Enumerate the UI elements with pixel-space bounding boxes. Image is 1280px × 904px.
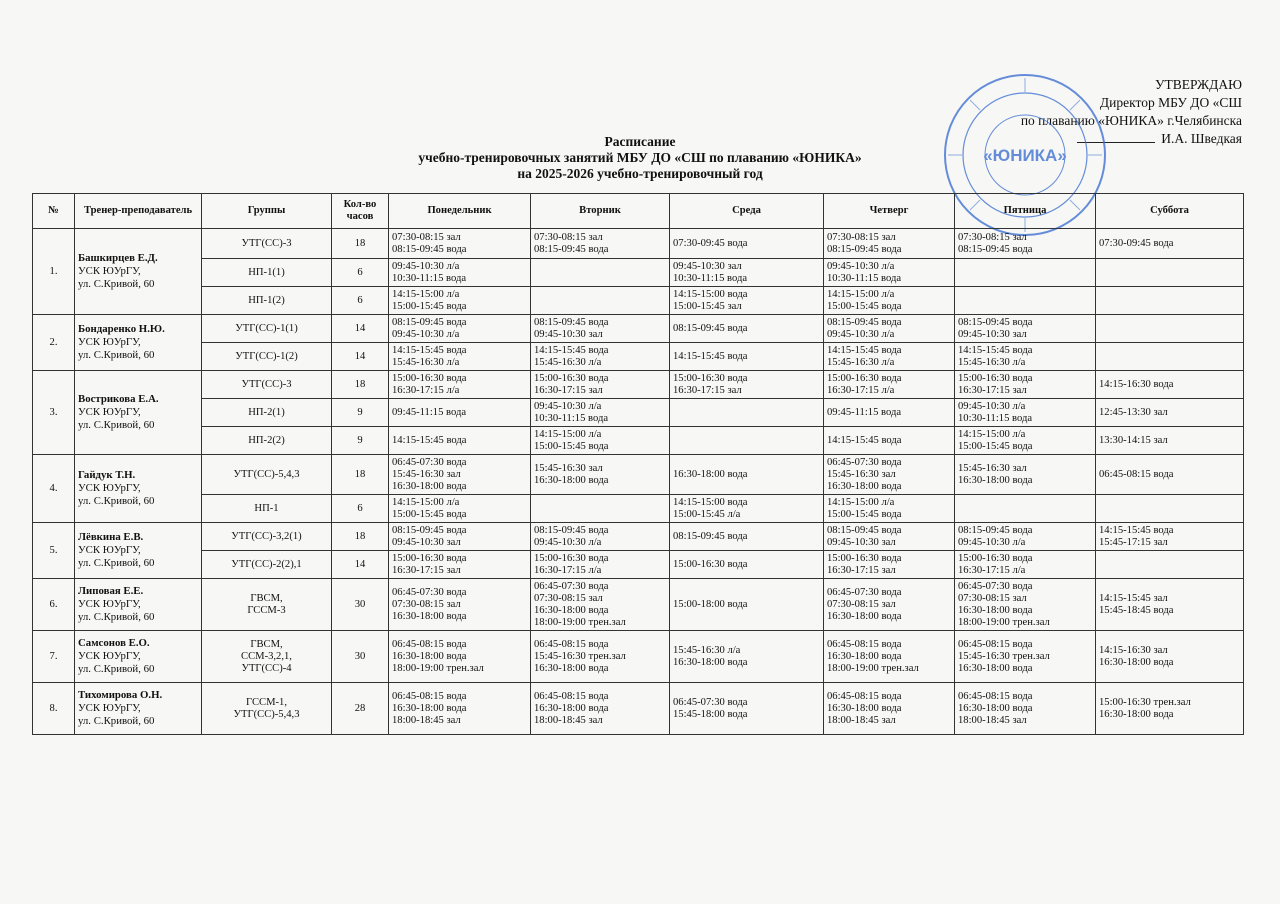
coach-cell: [75, 455, 202, 523]
hours-cell: 18: [332, 523, 389, 551]
schedule-cell-sat: [1096, 551, 1244, 579]
schedule-cell-tue: [531, 287, 670, 315]
table-row: [33, 455, 1244, 495]
schedule-cell-sat: [1096, 495, 1244, 523]
schedule-cell-mon: 09:45-11:15 вода: [389, 399, 531, 427]
schedule-cell-fri: 06:45-08:15 вода 16:30-18:00 вода 18:00-18:45 зал: [955, 683, 1096, 735]
coach-number: 4.: [33, 455, 75, 523]
group-cell: НП-2(2): [202, 427, 332, 455]
coach-name: Самсонов Е.О.: [78, 637, 150, 649]
title-line-3: на 2025-2026 учебно-тренировочный год: [517, 166, 763, 181]
schedule-cell-sat: [1096, 343, 1244, 371]
coach-name: Лёвкина Е.В.: [78, 531, 144, 543]
coach-street: ул. С.Кривой, 60: [78, 419, 155, 431]
schedule-cell-fri: 14:15-15:00 л/а 15:00-15:45 вода: [955, 427, 1096, 455]
hours-cell: 18: [332, 229, 389, 259]
stamp-text: «ЮНИКА»: [983, 146, 1067, 165]
table-row: [33, 371, 1244, 399]
schedule-cell-mon: 06:45-08:15 вода 16:30-18:00 вода 18:00-18:45 зал: [389, 683, 531, 735]
schedule-cell-tue: 14:15-15:00 л/а 15:00-15:45 вода: [531, 427, 670, 455]
schedule-cell-mon: 06:45-07:30 вода 07:30-08:15 зал 16:30-18:00 вода: [389, 579, 531, 631]
coach-cell: [75, 579, 202, 631]
document-title: [0, 134, 1280, 182]
title-line-2: учебно-тренировочных занятий МБУ ДО «СШ по плаванию «ЮНИКА»: [418, 150, 862, 165]
schedule-table: [32, 193, 1244, 735]
schedule-cell-thu: 14:15-15:45 вода: [824, 427, 955, 455]
coach-street: ул. С.Кривой, 60: [78, 663, 155, 675]
coach-number: 3.: [33, 371, 75, 455]
coach-name: Вострикова Е.А.: [78, 393, 159, 405]
coach-street: ул. С.Кривой, 60: [78, 495, 155, 507]
hours-cell: 30: [332, 579, 389, 631]
coach-name: Бондаренко Н.Ю.: [78, 323, 165, 335]
schedule-cell-sat: 14:15-16:30 вода: [1096, 371, 1244, 399]
coach-number: 1.: [33, 229, 75, 315]
hours-cell: 9: [332, 399, 389, 427]
header-coach: Тренер-преподаватель: [75, 194, 202, 229]
schedule-cell-fri: 15:00-16:30 вода 16:30-17:15 л/а: [955, 551, 1096, 579]
schedule-cell-thu: 15:00-16:30 вода 16:30-17:15 л/а: [824, 371, 955, 399]
header-hours: Кол-во часов: [332, 194, 389, 229]
table-row: [33, 551, 1244, 579]
table-row: [33, 343, 1244, 371]
table-header-row: [33, 194, 1244, 229]
coach-place: УСК ЮУрГУ,: [78, 336, 141, 348]
schedule-cell-thu: 14:15-15:00 л/а 15:00-15:45 вода: [824, 495, 955, 523]
schedule-cell-thu: 07:30-08:15 зал 08:15-09:45 вода: [824, 229, 955, 259]
schedule-cell-sat: 13:30-14:15 зал: [1096, 427, 1244, 455]
schedule-cell-mon: 15:00-16:30 вода 16:30-17:15 л/а: [389, 371, 531, 399]
coach-place: УСК ЮУрГУ,: [78, 265, 141, 277]
coach-place: УСК ЮУрГУ,: [78, 598, 141, 610]
schedule-cell-fri: 15:45-16:30 зал 16:30-18:00 вода: [955, 455, 1096, 495]
schedule-cell-tue: 07:30-08:15 зал 08:15-09:45 вода: [531, 229, 670, 259]
group-cell: УТГ(СС)-3: [202, 229, 332, 259]
schedule-cell-thu: 14:15-15:00 л/а 15:00-15:45 вода: [824, 287, 955, 315]
schedule-cell-thu: 06:45-07:30 вода 15:45-16:30 зал 16:30-18:00 вода: [824, 455, 955, 495]
coach-name: Тихомирова О.Н.: [78, 689, 163, 701]
schedule-cell-thu: 15:00-16:30 вода 16:30-17:15 зал: [824, 551, 955, 579]
schedule-cell-mon: 08:15-09:45 вода 09:45-10:30 л/а: [389, 315, 531, 343]
group-cell: УТГ(СС)-3,2(1): [202, 523, 332, 551]
schedule-cell-tue: 09:45-10:30 л/а 10:30-11:15 вода: [531, 399, 670, 427]
coach-cell: [75, 631, 202, 683]
schedule-cell-sat: [1096, 287, 1244, 315]
schedule-cell-fri: 06:45-08:15 вода 15:45-16:30 трен.зал 16:30-18:00 вода: [955, 631, 1096, 683]
schedule-cell-wed: 09:45-10:30 зал 10:30-11:15 вода: [670, 259, 824, 287]
table-row: [33, 315, 1244, 343]
schedule-cell-wed: 15:00-16:30 вода 16:30-17:15 зал: [670, 371, 824, 399]
coach-street: ул. С.Кривой, 60: [78, 349, 155, 361]
schedule-cell-mon: 08:15-09:45 вода 09:45-10:30 зал: [389, 523, 531, 551]
schedule-body: [33, 229, 1244, 735]
schedule-cell-wed: 15:00-18:00 вода: [670, 579, 824, 631]
table-row: [33, 495, 1244, 523]
coach-number: 7.: [33, 631, 75, 683]
schedule-cell-wed: 06:45-07:30 вода 15:45-18:00 вода: [670, 683, 824, 735]
hours-cell: 14: [332, 551, 389, 579]
schedule-cell-fri: 06:45-07:30 вода 07:30-08:15 зал 16:30-18:00 вода 18:00-19:00 трен.зал: [955, 579, 1096, 631]
coach-street: ул. С.Кривой, 60: [78, 557, 155, 569]
coach-place: УСК ЮУрГУ,: [78, 702, 141, 714]
header-friday: Пятница: [955, 194, 1096, 229]
coach-street: ул. С.Кривой, 60: [78, 715, 155, 727]
schedule-cell-tue: 15:00-16:30 вода 16:30-17:15 л/а: [531, 551, 670, 579]
coach-cell: [75, 229, 202, 315]
schedule-cell-tue: 14:15-15:45 вода 15:45-16:30 л/а: [531, 343, 670, 371]
header-wednesday: Среда: [670, 194, 824, 229]
schedule-cell-mon: 14:15-15:45 вода 15:45-16:30 л/а: [389, 343, 531, 371]
schedule-cell-sat: 14:15-15:45 зал 15:45-18:45 вода: [1096, 579, 1244, 631]
group-cell: УТГ(СС)-1(1): [202, 315, 332, 343]
schedule-cell-wed: 14:15-15:00 вода 15:00-15:45 зал: [670, 287, 824, 315]
schedule-cell-sat: [1096, 259, 1244, 287]
hours-cell: 6: [332, 495, 389, 523]
table-row: [33, 683, 1244, 735]
schedule-cell-mon: 07:30-08:15 зал 08:15-09:45 вода: [389, 229, 531, 259]
hours-cell: 14: [332, 343, 389, 371]
schedule-cell-fri: 14:15-15:45 вода 15:45-16:30 л/а: [955, 343, 1096, 371]
header-tuesday: Вторник: [531, 194, 670, 229]
table-row: [33, 399, 1244, 427]
schedule-cell-wed: 16:30-18:00 вода: [670, 455, 824, 495]
schedule-cell-wed: 08:15-09:45 вода: [670, 315, 824, 343]
hours-cell: 18: [332, 371, 389, 399]
header-num: №: [33, 194, 75, 229]
group-cell: НП-1: [202, 495, 332, 523]
schedule-cell-thu: 06:45-07:30 вода 07:30-08:15 зал 16:30-18:00 вода: [824, 579, 955, 631]
schedule-cell-fri: 15:00-16:30 вода 16:30-17:15 зал: [955, 371, 1096, 399]
table-row: [33, 287, 1244, 315]
schedule-cell-fri: 07:30-08:15 зал 08:15-09:45 вода: [955, 229, 1096, 259]
schedule-cell-sat: [1096, 315, 1244, 343]
schedule-cell-wed: 07:30-09:45 вода: [670, 229, 824, 259]
approval-line-2: Директор МБУ ДО «СШ: [1099, 95, 1242, 110]
approval-line-1: УТВЕРЖДАЮ: [1154, 77, 1242, 92]
schedule-cell-wed: 14:15-15:45 вода: [670, 343, 824, 371]
table-row: [33, 229, 1244, 259]
schedule-cell-thu: 09:45-10:30 л/а 10:30-11:15 вода: [824, 259, 955, 287]
schedule-cell-sat: 14:15-15:45 вода 15:45-17:15 зал: [1096, 523, 1244, 551]
schedule-cell-wed: [670, 427, 824, 455]
coach-name: Башкирцев Е.Д.: [78, 252, 158, 264]
schedule-cell-fri: [955, 495, 1096, 523]
schedule-cell-tue: [531, 259, 670, 287]
schedule-cell-mon: 14:15-15:00 л/а 15:00-15:45 вода: [389, 495, 531, 523]
schedule-cell-thu: 08:15-09:45 вода 09:45-10:30 л/а: [824, 315, 955, 343]
schedule-cell-thu: 06:45-08:15 вода 16:30-18:00 вода 18:00-18:45 зал: [824, 683, 955, 735]
hours-cell: 6: [332, 287, 389, 315]
schedule-cell-mon: 06:45-08:15 вода 16:30-18:00 вода 18:00-19:00 трен.зал: [389, 631, 531, 683]
table-row: [33, 579, 1244, 631]
schedule-cell-fri: 08:15-09:45 вода 09:45-10:30 зал: [955, 315, 1096, 343]
schedule-cell-tue: 06:45-08:15 вода 15:45-16:30 трен.зал 16:30-18:00 вода: [531, 631, 670, 683]
coach-cell: [75, 683, 202, 735]
coach-cell: [75, 371, 202, 455]
schedule-cell-thu: 06:45-08:15 вода 16:30-18:00 вода 18:00-19:00 трен.зал: [824, 631, 955, 683]
table-row: [33, 523, 1244, 551]
schedule-cell-sat: 15:00-16:30 трен.зал 16:30-18:00 вода: [1096, 683, 1244, 735]
coach-place: УСК ЮУрГУ,: [78, 406, 141, 418]
header-saturday: Суббота: [1096, 194, 1244, 229]
schedule-cell-tue: 15:45-16:30 зал 16:30-18:00 вода: [531, 455, 670, 495]
group-cell: НП-2(1): [202, 399, 332, 427]
group-cell: УТГ(СС)-3: [202, 371, 332, 399]
schedule-cell-sat: 14:15-16:30 зал 16:30-18:00 вода: [1096, 631, 1244, 683]
table-row: [33, 427, 1244, 455]
schedule-cell-tue: 06:45-08:15 вода 16:30-18:00 вода 18:00-18:45 зал: [531, 683, 670, 735]
schedule-cell-mon: 14:15-15:00 л/а 15:00-15:45 вода: [389, 287, 531, 315]
schedule-cell-mon: 14:15-15:45 вода: [389, 427, 531, 455]
group-cell: НП-1(2): [202, 287, 332, 315]
coach-number: 6.: [33, 579, 75, 631]
hours-cell: 18: [332, 455, 389, 495]
approval-line-3: по плаванию «ЮНИКА» г.Челябинска: [1020, 113, 1242, 128]
schedule-cell-wed: [670, 399, 824, 427]
group-cell: ГССМ-1, УТГ(СС)-5,4,3: [202, 683, 332, 735]
group-cell: ГВСМ, ГССМ-3: [202, 579, 332, 631]
header-group: Группы: [202, 194, 332, 229]
coach-cell: [75, 315, 202, 371]
schedule-cell-thu: 08:15-09:45 вода 09:45-10:30 зал: [824, 523, 955, 551]
hours-cell: 9: [332, 427, 389, 455]
schedule-cell-thu: 14:15-15:45 вода 15:45-16:30 л/а: [824, 343, 955, 371]
coach-name: Липовая Е.Е.: [78, 585, 144, 597]
group-cell: НП-1(1): [202, 259, 332, 287]
schedule-cell-mon: 06:45-07:30 вода 15:45-16:30 зал 16:30-18:00 вода: [389, 455, 531, 495]
coach-number: 2.: [33, 315, 75, 371]
coach-name: Гайдук Т.Н.: [78, 469, 136, 481]
hours-cell: 14: [332, 315, 389, 343]
group-cell: УТГ(СС)-2(2),1: [202, 551, 332, 579]
schedule-cell-tue: 08:15-09:45 вода 09:45-10:30 зал: [531, 315, 670, 343]
hours-cell: 30: [332, 631, 389, 683]
coach-number: 5.: [33, 523, 75, 579]
schedule-cell-mon: 15:00-16:30 вода 16:30-17:15 зал: [389, 551, 531, 579]
schedule-cell-fri: [955, 287, 1096, 315]
table-row: [33, 631, 1244, 683]
schedule-cell-wed: 15:45-16:30 л/а 16:30-18:00 вода: [670, 631, 824, 683]
schedule-cell-fri: [955, 259, 1096, 287]
schedule-cell-sat: 07:30-09:45 вода: [1096, 229, 1244, 259]
group-cell: УТГ(СС)-1(2): [202, 343, 332, 371]
coach-number: 8.: [33, 683, 75, 735]
header-thursday: Четверг: [824, 194, 955, 229]
schedule-cell-sat: 06:45-08:15 вода: [1096, 455, 1244, 495]
approval-line-4: И.А. Шведкая: [1161, 131, 1242, 146]
table-row: [33, 259, 1244, 287]
schedule-cell-tue: 08:15-09:45 вода 09:45-10:30 л/а: [531, 523, 670, 551]
schedule-cell-mon: 09:45-10:30 л/а 10:30-11:15 вода: [389, 259, 531, 287]
schedule-cell-wed: 14:15-15:00 вода 15:00-15:45 л/а: [670, 495, 824, 523]
schedule-cell-wed: 15:00-16:30 вода: [670, 551, 824, 579]
header-monday: Понедельник: [389, 194, 531, 229]
schedule-cell-fri: 09:45-10:30 л/а 10:30-11:15 вода: [955, 399, 1096, 427]
coach-street: ул. С.Кривой, 60: [78, 278, 155, 290]
coach-street: ул. С.Кривой, 60: [78, 611, 155, 623]
coach-cell: [75, 523, 202, 579]
schedule-cell-fri: 08:15-09:45 вода 09:45-10:30 л/а: [955, 523, 1096, 551]
schedule-cell-wed: 08:15-09:45 вода: [670, 523, 824, 551]
group-cell: УТГ(СС)-5,4,3: [202, 455, 332, 495]
schedule-cell-tue: 06:45-07:30 вода 07:30-08:15 зал 16:30-18:00 вода 18:00-19:00 трен.зал: [531, 579, 670, 631]
coach-place: УСК ЮУрГУ,: [78, 650, 141, 662]
schedule-cell-sat: 12:45-13:30 зал: [1096, 399, 1244, 427]
title-line-1: Расписание: [604, 134, 676, 149]
coach-place: УСК ЮУрГУ,: [78, 544, 141, 556]
group-cell: ГВСМ, ССМ-3,2,1, УТГ(СС)-4: [202, 631, 332, 683]
hours-cell: 6: [332, 259, 389, 287]
coach-place: УСК ЮУрГУ,: [78, 482, 141, 494]
schedule-cell-tue: 15:00-16:30 вода 16:30-17:15 зал: [531, 371, 670, 399]
schedule-cell-tue: [531, 495, 670, 523]
hours-cell: 28: [332, 683, 389, 735]
schedule-cell-thu: 09:45-11:15 вода: [824, 399, 955, 427]
